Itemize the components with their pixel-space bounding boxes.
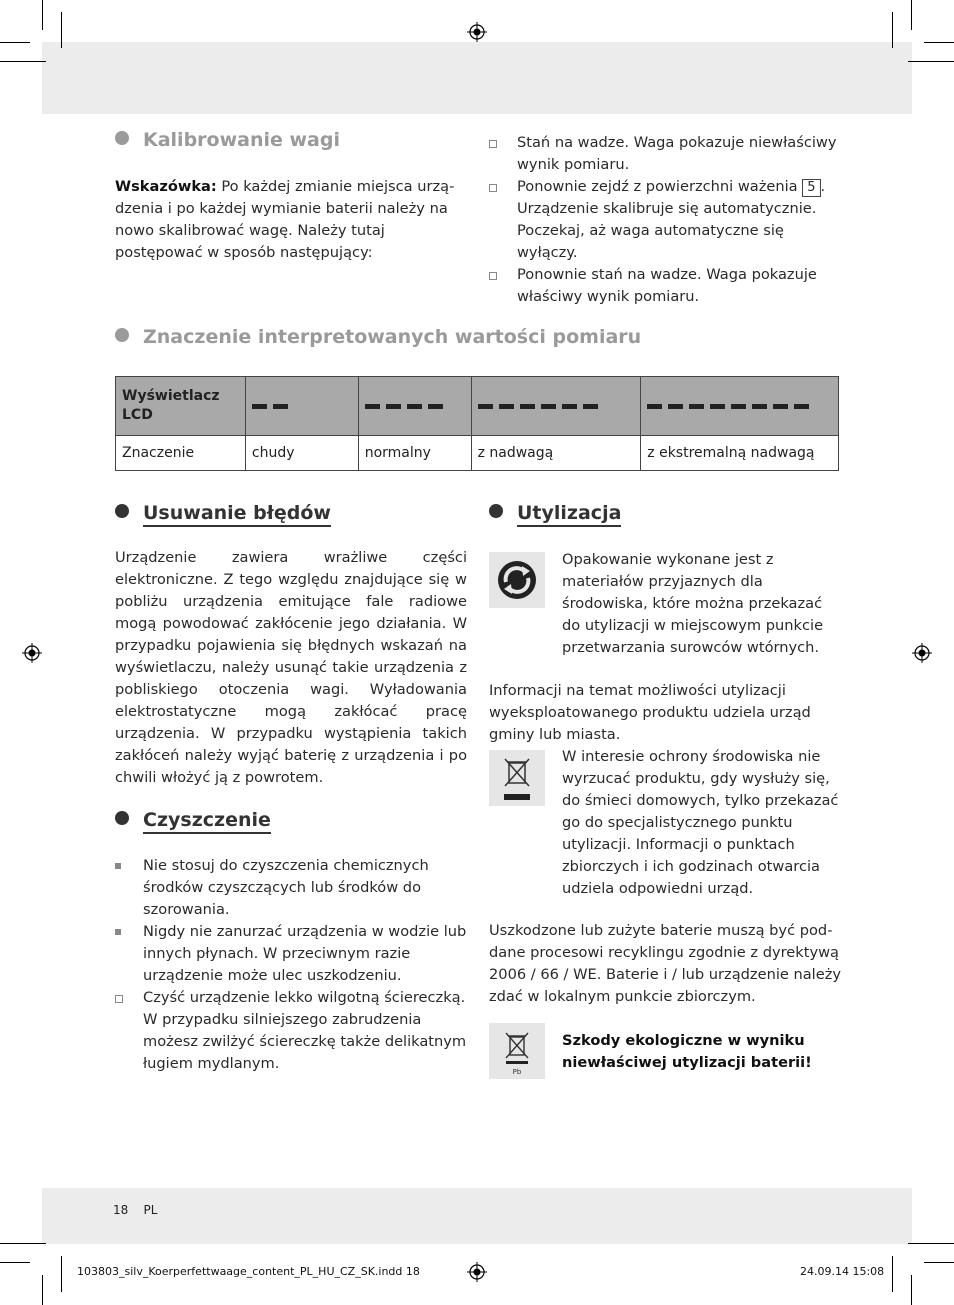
meaning-heading: Znaczenie interpretowanych wartości pomiaru (115, 326, 641, 348)
errors-text: Urządzenie zawiera wrażliwe części elektroniczne. Z tego względu znajdujące się w pobliżu urządzenia emitujące fale radiowe mogą powodować zakłócenie jego działania. W przypadku pojawienia się błędnych wskazań na wyświetlaczu, należy usunąć takie urządzenia z pobliskiego otoczenia wagi. Wyładowania elektrostatyczne mogą zakłócać pracę urządzenia. W przypadku wystąpienia takich zakłóceń należy wyjąć baterię z urządzenia i po chwili włożyć ją z powrotem. (115, 549, 467, 786)
header-band (42, 42, 912, 114)
bullet-icon (115, 504, 129, 518)
disposal-heading: Utylizacja (489, 502, 621, 524)
calibration-note (115, 176, 467, 264)
pb-label: Pb (512, 1068, 522, 1076)
table-cell: chudy (245, 436, 358, 471)
lcd-segment-icon (668, 404, 683, 409)
list-item: Czyść urządzenie lekko wilgotną ściereczką. W przypadku silniejszego zabrudzenia możesz zwilżyć ściereczkę także delikatnym ługiem mydlanym. (115, 987, 467, 1075)
calibration-steps (489, 132, 839, 308)
battery-warning: Szkody ekologiczne w wyniku niewłaściwej utylizacji baterii! (562, 1032, 812, 1071)
lcd-segment-icon (647, 404, 662, 409)
list-item: Stań na wadze. Waga pokazuje niewłaściwy wynik pomiaru. (489, 132, 839, 176)
registration-mark-icon (912, 643, 932, 663)
footer-band (42, 1188, 912, 1244)
battery-text: Uszkodzone lub zużyte baterie muszą być poddane procesowi recyklingu zgodnie z dyrektywą 2006 / 66 / WE. Baterie i / lub urządzenie należy zdać w lokalnym punkcie zbiorczym. (489, 922, 842, 1005)
lcd-segment-icon (478, 404, 493, 409)
file-datetime: 24.09.14 15:08 (800, 1265, 885, 1278)
lcd-meaning-table (115, 376, 839, 471)
reference-number: 5 (802, 179, 820, 197)
registration-mark-icon (22, 643, 42, 663)
calibration-heading: Kalibrowanie wagi (115, 129, 340, 151)
lcd-segment-icon (541, 404, 556, 409)
bullet-icon (115, 131, 129, 145)
square-bullet-icon (115, 929, 121, 935)
lcd-segments (471, 377, 641, 436)
registration-mark-icon (467, 1262, 487, 1282)
lcd-segment-icon (520, 404, 535, 409)
list-item: Ponownie stań na wadze. Waga pokazuje właściwy wynik pomiaru. (489, 264, 839, 308)
battery-disposal-icon (489, 1023, 545, 1079)
weee-text: W interesie ochrony środowiska nie wyrzucać produktu, gdy wysłuży się, do śmieci domowych, tylko przekazać go do specjalistycznego punktu utylizacji. Informacji o punktach zbiorczych i ich godzinach otwarcia udziela odpowiedni urząd. (562, 748, 839, 897)
lcd-segment-icon (773, 404, 788, 409)
lcd-segment-icon (428, 404, 443, 409)
lcd-segment-icon (499, 404, 514, 409)
list-item: Nigdy nie zanurzać urządzenia w wodzie lub innych płynach. W przeciwnym razie urządzenie może ulec uszkodzeniu. (115, 921, 467, 987)
lcd-segment-icon (407, 404, 422, 409)
table-header-cell: Znaczenie (116, 436, 246, 471)
weee-crossed-bin-icon (489, 750, 545, 806)
lcd-segments (358, 377, 471, 436)
checkbox-icon (489, 140, 497, 148)
lcd-segment-icon (794, 404, 809, 409)
registration-mark-icon (467, 22, 487, 42)
lcd-segment-icon (365, 404, 380, 409)
packaging-text: Opakowanie wykonane jest z materiałów przyjaznych dla środowiska, które można przekazać do utylizacji w miejscowym punkcie przetwarzania surowców wtórnych. (562, 551, 824, 656)
lcd-segment-icon (731, 404, 746, 409)
errors-heading: Usuwanie błędów (115, 502, 331, 524)
green-dot-recycling-icon (489, 552, 545, 608)
lcd-segment-icon (273, 404, 288, 409)
checkbox-icon (115, 995, 123, 1003)
lcd-segments (641, 377, 839, 436)
disposal-info-text: Informacji na temat możliwości utylizacji wyeksploatowanego produktu udziela urząd gminy lub miasta. (489, 682, 811, 743)
lcd-segment-icon (583, 404, 598, 409)
bullet-icon (115, 328, 129, 342)
lcd-segment-icon (689, 404, 704, 409)
lcd-segment-icon (710, 404, 725, 409)
file-slug: 103803_silv_Koerperfettwaage_content_PL_HU_CZ_SK.indd 18 (77, 1265, 420, 1278)
cleaning-list (115, 855, 467, 1075)
checkbox-icon (489, 272, 497, 280)
cleaning-heading: Czyszczenie (115, 809, 271, 831)
lcd-segment-icon (562, 404, 577, 409)
lcd-segment-icon (752, 404, 767, 409)
lcd-segments (245, 377, 358, 436)
page-number: 18 PL (113, 1203, 158, 1217)
note-text: Po każdej zmianie miejsca urządzenia i po każdej wymianie baterii należy na nowo skalibrować wagę. Należy tutaj postępować w sposób następujący: (115, 178, 455, 261)
table-cell: normalny (358, 436, 471, 471)
list-item: Ponownie zejdź z powierzchni ważenia 5 . Urządzenie skalibruje się automatycznie. Poczekaj, aż waga automatyczne się wyłączy. (489, 176, 839, 264)
bullet-icon (115, 811, 129, 825)
table-header-cell: Wyświetlacz LCD (116, 377, 246, 436)
bullet-icon (489, 504, 503, 518)
table-cell: z ekstremalną nadwagą (641, 436, 839, 471)
square-bullet-icon (115, 863, 121, 869)
lcd-segment-icon (252, 404, 267, 409)
table-cell: z nadwagą (471, 436, 641, 471)
note-label: Wskazówka: (115, 178, 217, 195)
list-item: Nie stosuj do czyszczenia chemicznych środków czyszczących lub środków do szorowania. (115, 855, 467, 921)
checkbox-icon (489, 184, 497, 192)
lcd-segment-icon (386, 404, 401, 409)
